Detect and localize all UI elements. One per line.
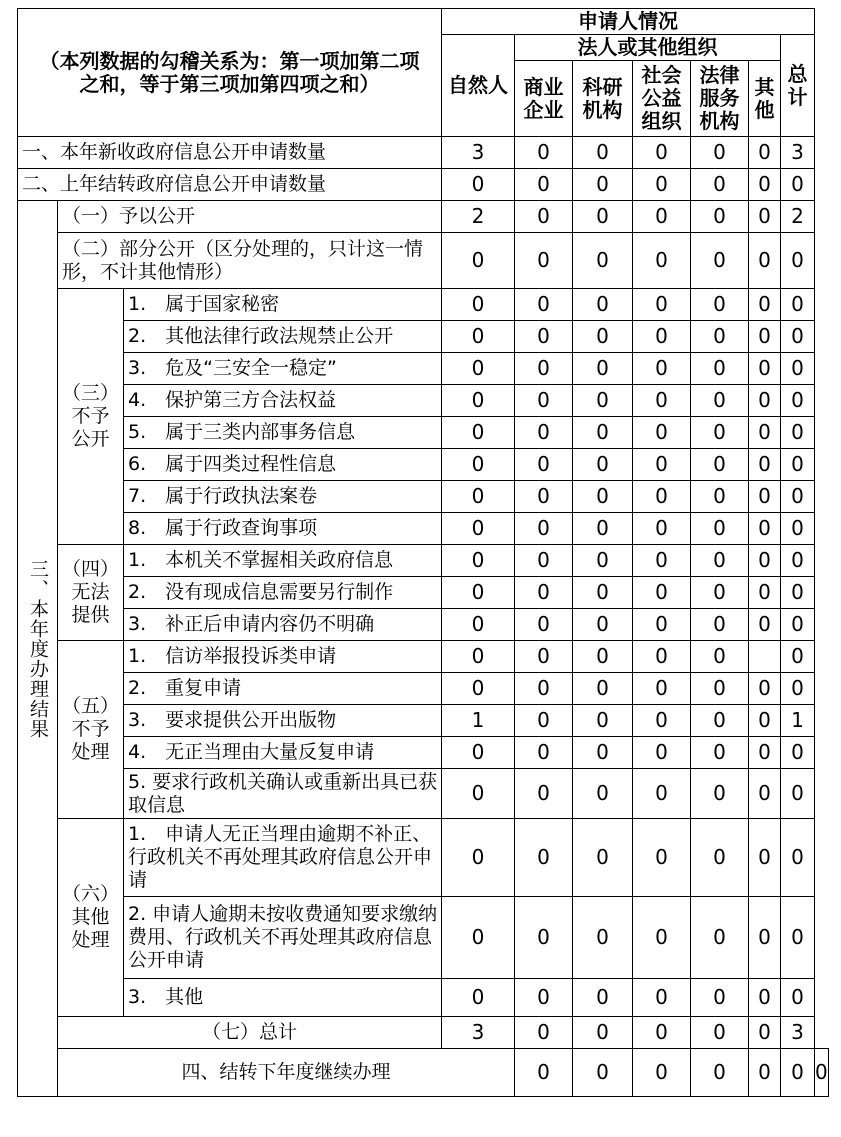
table-row — [18, 737, 829, 769]
relation-note-line1: （本列数据的勾稽关系为：第一项加第二项 — [39, 48, 420, 73]
cell-total: 0 — [781, 353, 815, 385]
cell-natural: 3 — [442, 1017, 515, 1049]
cell-natural: 0 — [442, 577, 515, 609]
cell-natural: 0 — [442, 641, 515, 673]
cell-total: 0 — [781, 897, 815, 979]
cell-other: 0 — [749, 353, 781, 385]
cell-total: 0 — [781, 609, 815, 641]
cell-business: 0 — [515, 577, 573, 609]
cell-public: 0 — [633, 1017, 691, 1049]
col-research-line2: 机构 — [582, 97, 623, 122]
cell-public: 0 — [633, 201, 691, 233]
group4-label-line1: （四） — [61, 558, 119, 580]
cell-public: 0 — [633, 577, 691, 609]
cell-natural: 0 — [442, 481, 515, 513]
cell-legal: 0 — [691, 137, 749, 169]
cell-total: 0 — [781, 979, 815, 1017]
cell-public: 0 — [633, 289, 691, 321]
cell-natural: 2 — [442, 201, 515, 233]
cell-public: 0 — [633, 233, 691, 289]
group3-label-line2: 不予 — [71, 405, 110, 427]
table-row — [18, 979, 829, 1017]
cell-business: 0 — [515, 289, 573, 321]
cell-legal: 0 — [691, 385, 749, 417]
cell-business: 0 — [515, 233, 573, 289]
group5-label-line3: 处理 — [71, 741, 110, 763]
table-row — [18, 481, 829, 513]
cell-legal: 0 — [691, 169, 749, 201]
cell-other: 0 — [749, 169, 781, 201]
col-business-line1: 商业 — [523, 74, 564, 99]
cell-legal: 0 — [691, 769, 749, 819]
row-carried-over — [18, 169, 829, 201]
cell-other: 0 — [749, 819, 781, 897]
row-disclosed — [18, 201, 829, 233]
cell-other: 0 — [749, 289, 781, 321]
cell-natural: 0 — [442, 169, 515, 201]
cell-legal: 0 — [691, 545, 749, 577]
col-research-line1: 科研 — [582, 74, 623, 99]
col-total — [781, 35, 815, 137]
cell-public: 0 — [633, 481, 691, 513]
row-label: 2. 其他法律行政法规禁止公开 — [124, 321, 442, 353]
row-label: 3. 补正后申请内容仍不明确 — [124, 609, 442, 641]
cell-public: 0 — [633, 169, 691, 201]
cell-natural: 0 — [442, 769, 515, 819]
cell-other — [749, 641, 781, 673]
cell-public: 0 — [633, 609, 691, 641]
group3-label-line1: （三） — [61, 382, 119, 404]
cell-business: 0 — [515, 137, 573, 169]
cell-research: 0 — [573, 353, 633, 385]
cell-total: 0 — [781, 737, 815, 769]
table-row — [18, 769, 829, 819]
cell-public: 0 — [691, 1049, 749, 1097]
cell-natural: 0 — [442, 979, 515, 1017]
cell-business: 0 — [515, 641, 573, 673]
col-natural-person: 自然人 — [442, 35, 515, 137]
col-other-line1: 其 — [754, 74, 775, 99]
cell-natural: 0 — [515, 1049, 573, 1097]
cell-legal: 0 — [691, 609, 749, 641]
row-label: （七）总计 — [58, 1017, 442, 1049]
row-label: 1. 属于国家秘密 — [124, 289, 442, 321]
row-label: （二）部分公开（区分处理的，只计这一情形，不计其他情形） — [58, 233, 442, 289]
group4-label-line3: 提供 — [71, 604, 110, 626]
cell-natural: 0 — [442, 609, 515, 641]
cell-public: 0 — [633, 449, 691, 481]
row-label: 2. 没有现成信息需要另行制作 — [124, 577, 442, 609]
col-other-line2: 他 — [754, 97, 775, 122]
table-row — [18, 641, 829, 673]
group3-label — [58, 289, 124, 545]
applicant-info-header: 申请人情况 — [442, 9, 815, 35]
row-label: 四、结转下年度继续办理 — [58, 1049, 515, 1097]
cell-other: 0 — [749, 897, 781, 979]
gov-info-disclosure-table — [17, 8, 829, 1097]
cell-research: 0 — [573, 289, 633, 321]
row-label: （一）予以公开 — [58, 201, 442, 233]
cell-total: 2 — [781, 201, 815, 233]
legal-org-header: 法人或其他组织 — [515, 35, 781, 61]
cell-business: 0 — [515, 819, 573, 897]
row-label: 6. 属于四类过程性信息 — [124, 449, 442, 481]
section3-label: 三、本年度办理结果 — [27, 558, 49, 739]
cell-legal: 0 — [691, 513, 749, 545]
row-label: 3. 其他 — [124, 979, 442, 1017]
row-label: 1. 本机关不掌握相关政府信息 — [124, 545, 442, 577]
cell-research: 0 — [573, 609, 633, 641]
row-label: 5. 要求行政机关确认或重新出具已获取信息 — [124, 769, 442, 819]
cell-total: 0 — [781, 449, 815, 481]
cell-public: 0 — [633, 545, 691, 577]
table-row — [18, 353, 829, 385]
cell-legal: 0 — [691, 233, 749, 289]
cell-other: 0 — [749, 137, 781, 169]
cell-natural: 3 — [442, 137, 515, 169]
cell-legal: 0 — [691, 819, 749, 897]
cell-total: 0 — [781, 289, 815, 321]
table-row — [18, 577, 829, 609]
cell-legal: 0 — [691, 979, 749, 1017]
cell-research: 0 — [573, 513, 633, 545]
cell-other: 0 — [749, 577, 781, 609]
cell-legal: 0 — [691, 673, 749, 705]
cell-public: 0 — [633, 641, 691, 673]
cell-research: 0 — [573, 481, 633, 513]
cell-research: 0 — [573, 769, 633, 819]
group6-label-line2: 其他 — [71, 906, 110, 928]
cell-natural: 0 — [442, 737, 515, 769]
cell-business: 0 — [515, 737, 573, 769]
cell-public: 0 — [633, 385, 691, 417]
cell-public: 0 — [633, 819, 691, 897]
cell-research: 0 — [573, 169, 633, 201]
cell-total: 0 — [781, 819, 815, 897]
row-label: 7. 属于行政执法案卷 — [124, 481, 442, 513]
cell-legal: 0 — [691, 705, 749, 737]
table-row — [18, 385, 829, 417]
row-new-requests — [18, 137, 829, 169]
cell-other: 0 — [749, 545, 781, 577]
row-label: 8. 属于行政查询事项 — [124, 513, 442, 545]
row-label: 3. 要求提供公开出版物 — [124, 705, 442, 737]
cell-research: 0 — [573, 577, 633, 609]
cell-business: 0 — [515, 169, 573, 201]
cell-business: 0 — [515, 481, 573, 513]
table-row — [18, 545, 829, 577]
col-business-line2: 企业 — [523, 97, 564, 122]
cell-other: 0 — [749, 417, 781, 449]
cell-business: 0 — [515, 417, 573, 449]
cell-total: 0 — [781, 169, 815, 201]
cell-business: 0 — [515, 513, 573, 545]
group5-label-line1: （五） — [61, 695, 119, 717]
cell-public: 0 — [633, 137, 691, 169]
cell-other: 0 — [749, 201, 781, 233]
col-research — [573, 61, 633, 137]
cell-other: 0 — [749, 1017, 781, 1049]
cell-research: 0 — [573, 417, 633, 449]
cell-public: 0 — [633, 513, 691, 545]
cell-research: 0 — [573, 979, 633, 1017]
cell-legal: 0 — [691, 449, 749, 481]
col-total-line2: 计 — [787, 84, 808, 109]
row-label: 2. 重复申请 — [124, 673, 442, 705]
cell-natural: 0 — [442, 385, 515, 417]
cell-public: 0 — [633, 737, 691, 769]
cell-business: 0 — [515, 353, 573, 385]
cell-legal: 0 — [691, 737, 749, 769]
cell-natural: 0 — [442, 321, 515, 353]
cell-total: 3 — [781, 1017, 815, 1049]
cell-natural: 0 — [442, 897, 515, 979]
row-label: 2. 申请人逾期未按收费通知要求缴纳费用、行政机关不再处理其政府信息公开申请 — [124, 897, 442, 979]
cell-other: 0 — [749, 513, 781, 545]
cell-business: 0 — [515, 449, 573, 481]
cell-other: 0 — [749, 385, 781, 417]
cell-total: 3 — [781, 137, 815, 169]
cell-other: 0 — [749, 321, 781, 353]
row-label: 1. 信访举报投诉类申请 — [124, 641, 442, 673]
cell-research: 0 — [573, 449, 633, 481]
cell-business: 0 — [515, 385, 573, 417]
cell-business: 0 — [573, 1049, 633, 1097]
cell-natural: 0 — [442, 289, 515, 321]
cell-public: 0 — [633, 321, 691, 353]
cell-research: 0 — [573, 137, 633, 169]
cell-research: 0 — [573, 673, 633, 705]
group6-label-line3: 处理 — [71, 929, 110, 951]
cell-natural: 0 — [442, 513, 515, 545]
cell-public: 0 — [633, 897, 691, 979]
row-label: 二、上年结转政府信息公开申请数量 — [18, 169, 442, 201]
col-total-line1: 总 — [787, 61, 808, 86]
cell-total: 0 — [781, 769, 815, 819]
cell-legal: 0 — [691, 353, 749, 385]
col-legal-line1: 法律 — [699, 63, 740, 87]
table-row — [18, 897, 829, 979]
cell-total: 0 — [781, 641, 815, 673]
cell-total: 0 — [781, 233, 815, 289]
cell-natural: 0 — [442, 449, 515, 481]
table-row — [18, 513, 829, 545]
cell-legal: 0 — [691, 417, 749, 449]
col-public-line1: 社会 — [641, 63, 682, 87]
cell-other: 0 — [749, 705, 781, 737]
row-label: 一、本年新收政府信息公开申请数量 — [18, 137, 442, 169]
cell-business: 0 — [515, 979, 573, 1017]
relation-note-line2: 之和，等于第三项加第四项之和） — [79, 71, 380, 96]
col-public-welfare — [633, 61, 691, 137]
cell-research: 0 — [573, 819, 633, 897]
cell-total: 0 — [781, 513, 815, 545]
cell-other: 0 — [749, 481, 781, 513]
group6-label — [58, 819, 124, 1017]
cell-legal: 0 — [691, 897, 749, 979]
col-legal-line3: 机构 — [699, 109, 740, 133]
row-label: 1. 申请人无正当理由逾期不补正、行政机关不再处理其政府信息公开申请 — [124, 819, 442, 897]
group5-label-line2: 不予 — [71, 718, 110, 740]
cell-natural: 0 — [442, 417, 515, 449]
cell-research: 0 — [573, 737, 633, 769]
group4-label-line2: 无法 — [71, 581, 110, 603]
cell-other: 0 — [749, 233, 781, 289]
table-row — [18, 705, 829, 737]
cell-natural: 0 — [442, 673, 515, 705]
cell-natural: 0 — [442, 353, 515, 385]
cell-natural: 0 — [442, 233, 515, 289]
cell-public: 0 — [633, 705, 691, 737]
cell-total: 0 — [781, 481, 815, 513]
cell-total: 0 — [781, 673, 815, 705]
cell-business: 0 — [515, 705, 573, 737]
group4-label — [58, 545, 124, 641]
cell-public: 0 — [633, 979, 691, 1017]
table-row — [18, 449, 829, 481]
group3-label-line3: 公开 — [71, 428, 110, 450]
cell-business: 0 — [515, 545, 573, 577]
section3-label-cell — [18, 201, 58, 1097]
cell-legal: 0 — [691, 201, 749, 233]
cell-public: 0 — [633, 769, 691, 819]
cell-public: 0 — [633, 417, 691, 449]
cell-research: 0 — [573, 545, 633, 577]
cell-other: 0 — [749, 769, 781, 819]
cell-legal: 0 — [691, 641, 749, 673]
table-row — [18, 417, 829, 449]
cell-other: 0 — [749, 609, 781, 641]
cell-research: 0 — [573, 705, 633, 737]
cell-other: 0 — [749, 673, 781, 705]
cell-other: 0 — [749, 979, 781, 1017]
cell-business: 0 — [515, 609, 573, 641]
cell-public: 0 — [633, 353, 691, 385]
cell-total: 0 — [781, 385, 815, 417]
table-row — [18, 289, 829, 321]
cell-total: 1 — [781, 705, 815, 737]
row-partially-disclosed — [18, 233, 829, 289]
col-other — [749, 61, 781, 137]
cell-research: 0 — [573, 321, 633, 353]
row-label: 3. 危及“三安全一稳定” — [124, 353, 442, 385]
col-business — [515, 61, 573, 137]
cell-legal: 0 — [691, 577, 749, 609]
row-subtotal — [18, 1017, 829, 1049]
cell-business: 0 — [515, 201, 573, 233]
cell-research: 0 — [573, 1017, 633, 1049]
cell-other: 0 — [749, 449, 781, 481]
cell-other: 0 — [781, 1049, 815, 1097]
cell-research: 0 — [573, 385, 633, 417]
cell-research: 0 — [633, 1049, 691, 1097]
cell-business: 0 — [515, 321, 573, 353]
col-legal-line2: 服务 — [699, 86, 740, 110]
cell-legal: 0 — [691, 1017, 749, 1049]
col-public-line2: 公益 — [641, 86, 682, 110]
table-row — [18, 819, 829, 897]
group6-label-line1: （六） — [61, 883, 119, 905]
col-public-line3: 组织 — [641, 109, 682, 133]
cell-research: 0 — [573, 201, 633, 233]
row-label: 5. 属于三类内部事务信息 — [124, 417, 442, 449]
cell-public: 0 — [633, 673, 691, 705]
cell-research: 0 — [573, 897, 633, 979]
cell-total: 0 — [815, 1049, 829, 1097]
cell-legal: 0 — [691, 321, 749, 353]
row-carry-forward — [18, 1049, 829, 1097]
cell-legal: 0 — [691, 481, 749, 513]
cell-business: 0 — [515, 897, 573, 979]
cell-research: 0 — [573, 641, 633, 673]
relation-note — [18, 9, 442, 137]
cell-total: 0 — [781, 417, 815, 449]
cell-total: 0 — [781, 577, 815, 609]
cell-natural: 0 — [442, 819, 515, 897]
cell-business: 0 — [515, 673, 573, 705]
table-row — [18, 321, 829, 353]
col-legal-service — [691, 61, 749, 137]
cell-research: 0 — [573, 233, 633, 289]
cell-legal: 0 — [749, 1049, 781, 1097]
header-row-1 — [18, 9, 829, 35]
row-label: 4. 无正当理由大量反复申请 — [124, 737, 442, 769]
table-row — [18, 609, 829, 641]
table-row — [18, 673, 829, 705]
cell-business: 0 — [515, 1017, 573, 1049]
cell-natural: 1 — [442, 705, 515, 737]
cell-business: 0 — [515, 769, 573, 819]
cell-natural: 0 — [442, 545, 515, 577]
cell-total: 0 — [781, 545, 815, 577]
row-label: 4. 保护第三方合法权益 — [124, 385, 442, 417]
cell-other: 0 — [749, 737, 781, 769]
cell-total: 0 — [781, 321, 815, 353]
group5-label — [58, 641, 124, 819]
cell-legal: 0 — [691, 289, 749, 321]
